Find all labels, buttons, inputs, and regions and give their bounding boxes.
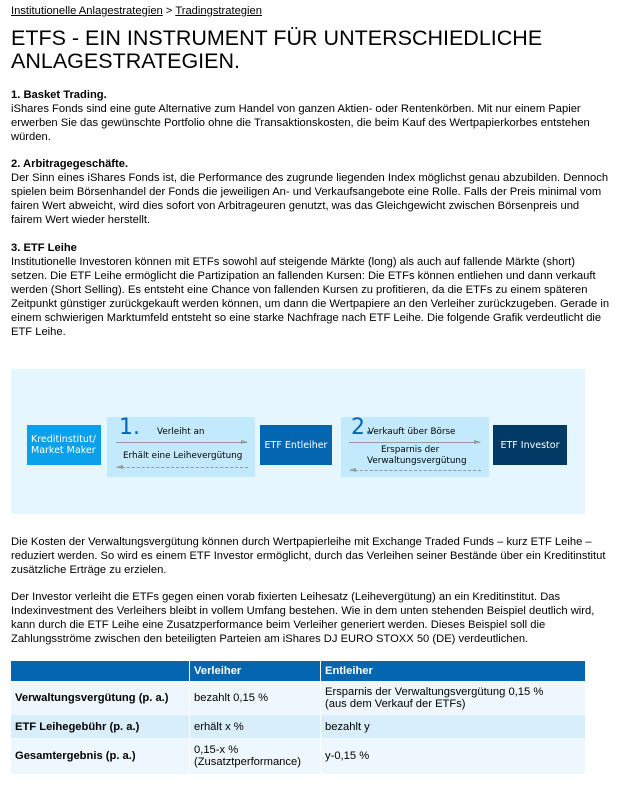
arrow-left-icon — [117, 467, 248, 468]
flow-backward-label-line2: Verwaltungsvergütung — [367, 456, 467, 466]
table-row — [11, 715, 585, 738]
comparison-table — [11, 661, 585, 774]
section-arbitragegeschaefte — [11, 157, 611, 227]
section-basket-trading — [11, 88, 611, 144]
cell-verleiher — [190, 715, 321, 738]
section-etf-leihe — [11, 241, 611, 339]
cell-line: 0,15-x % — [194, 744, 239, 756]
cell-entleiher — [321, 738, 586, 774]
row-label: Gesamtergebnis (p. a.) — [11, 738, 190, 774]
cell-entleiher — [321, 681, 586, 715]
box-etf-entleiher — [260, 425, 332, 465]
section-body: iShares Fonds sind eine gute Alternative zum Handel von ganzen Aktien- oder Rentenkörben. Mit nur einem Papier erwerben Sie das gewünschte Portfolio ohne die Transaktionskosten, die beim Kauf des Wertpapierkorbes entstehen würden. — [11, 103, 590, 143]
breadcrumb-separator: > — [165, 5, 173, 17]
box-etf-entleiher-label: ETF Entleiher — [264, 439, 328, 451]
box-kreditinstitut-line1: Kreditinstitut/ — [31, 434, 96, 445]
breadcrumb-link-institutionelle-anlagestrategien[interactable]: Institutionelle Anlagestrategien — [11, 5, 163, 17]
table-header-row — [11, 661, 585, 681]
table-header-entleiher: Entleiher — [321, 661, 586, 681]
paragraph-investor — [11, 590, 611, 646]
flow-backward-label-line1: Ersparnis der — [381, 445, 440, 455]
cell-line: erhält x % — [194, 720, 244, 733]
page-title: ETFS - EIN INSTRUMENT FÜR UNTERSCHIEDLICHE ANLAGESTRATEGIEN. — [11, 26, 543, 73]
table-header-verleiher: Verleiher — [190, 661, 321, 681]
step-number: 1. — [119, 415, 140, 440]
box-kreditinstitut — [27, 425, 101, 465]
section-body: Institutionelle Investoren können mit ETFs sowohl auf steigende Märkte (long) als auch auf fallende Märkte (short) setzen. Die ETF Leihe ermöglicht die Partizipation an fallenden Kursen: Die ETFs können entliehen und dann verkauft werden (Short Selling). Es entsteht eine Chance von fallenden Kursen zu profitieren, da die ETFs zu einem späteren Zeitpunkt günstiger zurückgekauft werden können, um dann die Wertpapiere an den Verleiher zurückzugeben. Gerade in einem schwierigen Marktumfeld entsteht so eine starke Nachfrage nach ETF Leihe. Die folgende Grafik verdeutlicht die ETF Leihe. — [11, 256, 610, 338]
table-row — [11, 738, 585, 774]
breadcrumb — [11, 5, 262, 17]
box-kreditinstitut-line2: Market Maker — [31, 445, 96, 456]
section-heading: 1. Basket Trading. — [11, 89, 107, 101]
box-etf-investor-label: ETF Investor — [500, 439, 560, 451]
cell-line: bezahlt y — [325, 720, 370, 733]
cell-line: bezahlt 0,15 % — [194, 692, 269, 704]
arrow-left-icon — [350, 470, 481, 471]
paragraph-text: Die Kosten der Verwaltungsvergütung können durch Wertpapierleihe mit Exchange Traded Funds – kurz ETF Leihe – reduziert werden. So wird es einem ETF Investor ermöglicht, durch das Verleihen seiner Bestände über ein Kreditinstitut zusätzliche Erträge zu erzielen. — [11, 536, 606, 576]
cell-line: y-0,15 % — [325, 750, 370, 762]
table-row — [11, 681, 585, 715]
paragraph-kosten — [11, 535, 611, 577]
flow-step-1 — [107, 417, 255, 477]
table-header-empty — [11, 661, 190, 681]
paragraph-text: Der Investor verleiht die ETFs gegen einen vorab fixierten Leihesatz (Leihevergütung) an ein Kreditinstitut. Das Indexinvestment des Verleihers bleibt in vollem Umfang bestehen. Wie in dem unten stehenden Beispiel deutlich wird, kann durch die ETF Leihe eine Zusatzperformance beim Verleiher generiert werden. Dieses Beispiel soll die Zahlungsströme zwischen den beteiligten Parteien am iShares DJ EURO STOXX 50 (DE) verdeutlichen. — [11, 591, 595, 645]
cell-verleiher — [190, 738, 321, 774]
etf-leihe-diagram — [11, 369, 585, 514]
flow-step-2 — [341, 417, 489, 477]
arrow-right-icon — [349, 442, 480, 443]
section-heading: 2. Arbitragegeschäfte. — [11, 158, 129, 170]
breadcrumb-link-tradingstrategien[interactable]: Tradingstrategien — [175, 5, 262, 17]
cell-verleiher — [190, 681, 321, 715]
cell-line: (aus dem Verkauf der ETFs) — [325, 698, 466, 710]
arrow-right-icon — [116, 442, 247, 443]
section-body: Der Sinn eines iShares Fonds ist, die Performance des zugrunde liegenden Index möglichst genau abzubilden. Dennoch spielen beim Börsenhandel der Fonds die jeweiligen An- und Verkaufsangebote eine Rolle. Falls der Preis minimal vom fairen Wert abweicht, wird dies sofort von Arbitrageuren genutzt, was das Gleichgewicht zwischen Börsenpreis und fairem Wert wieder herstellt. — [11, 172, 609, 226]
row-label: Verwaltungsvergütung (p. a.) — [11, 681, 190, 715]
section-heading: 3. ETF Leihe — [11, 242, 77, 254]
box-etf-investor — [493, 425, 567, 465]
flow-forward-label: Verkauft über Börse — [368, 427, 456, 437]
row-label: ETF Leihegebühr (p. a.) — [11, 715, 190, 738]
cell-line: Ersparnis der Verwaltungsvergütung 0,15 % — [325, 686, 544, 698]
step-number: 2. — [351, 415, 372, 440]
flow-forward-label: Verleiht an — [157, 427, 205, 437]
cell-entleiher — [321, 715, 586, 738]
cell-line: (Zusatztperformance) — [194, 756, 301, 768]
flow-backward-label: Erhält eine Leihevergütung — [123, 451, 243, 461]
